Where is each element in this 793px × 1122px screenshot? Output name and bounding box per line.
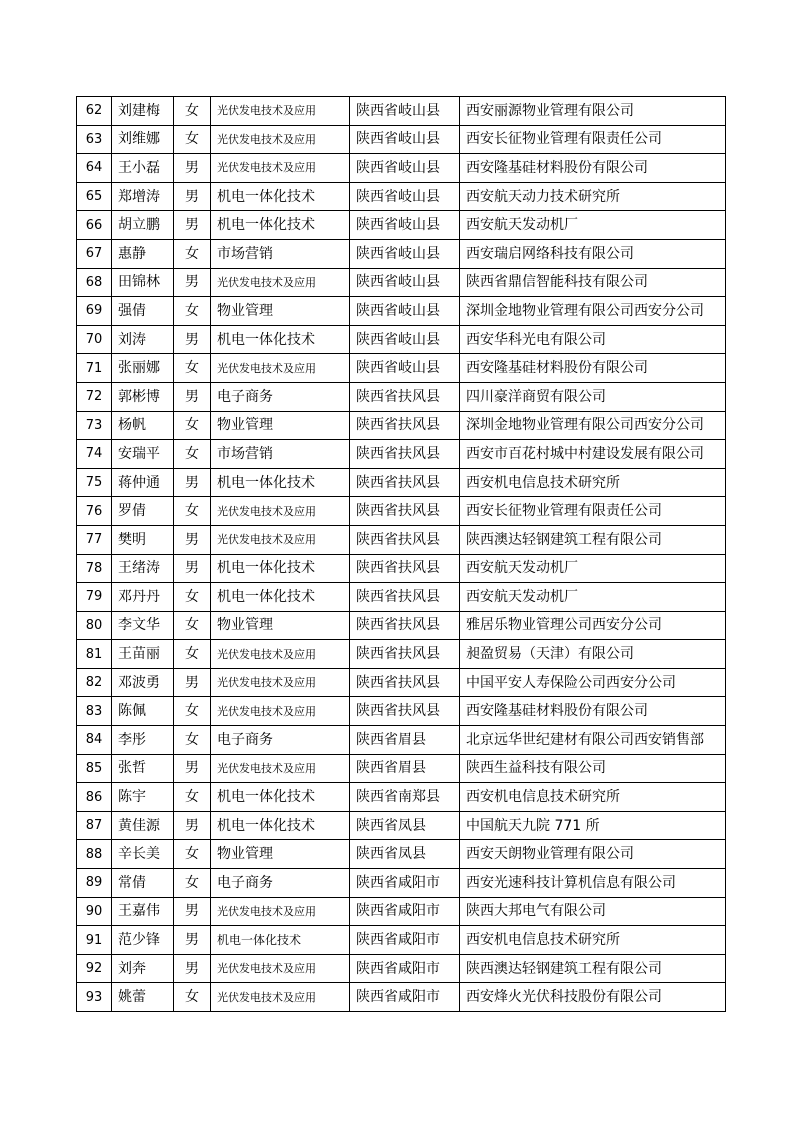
origin-place-cell: 陕西省凤县: [350, 811, 460, 840]
person-name-cell: 辛长美: [112, 840, 174, 869]
origin-place-cell: 陕西省扶风县: [350, 583, 460, 612]
table-row: [77, 783, 726, 812]
origin-place-cell: 陕西省扶风县: [350, 611, 460, 640]
major-cell: 光伏发电技术及应用: [211, 354, 350, 383]
employer-cell: 陕西澳达轻钢建筑工程有限公司: [460, 525, 726, 554]
person-name-cell: 刘维娜: [112, 125, 174, 154]
major-cell: 光伏发电技术及应用: [211, 97, 350, 126]
origin-place-cell: 陕西省扶风县: [350, 440, 460, 469]
origin-place-cell: 陕西省咸阳市: [350, 926, 460, 955]
row-number-cell: 67: [77, 239, 112, 268]
row-number-cell: 82: [77, 668, 112, 697]
table-row: [77, 611, 726, 640]
table-row: [77, 726, 726, 755]
employer-cell: 西安隆基硅材料股份有限公司: [460, 354, 726, 383]
origin-place-cell: 陕西省咸阳市: [350, 954, 460, 983]
employer-cell: 西安丽源物业管理有限公司: [460, 97, 726, 126]
employer-cell: 西安航天动力技术研究所: [460, 182, 726, 211]
employer-cell: 西安长征物业管理有限责任公司: [460, 125, 726, 154]
major-cell: 电子商务: [211, 726, 350, 755]
major-cell: 机电一体化技术: [211, 182, 350, 211]
row-number-cell: 90: [77, 897, 112, 926]
origin-place-cell: 陕西省咸阳市: [350, 897, 460, 926]
table-row: [77, 554, 726, 583]
table-row: [77, 869, 726, 898]
gender-cell: 男: [174, 211, 211, 240]
person-name-cell: 张丽娜: [112, 354, 174, 383]
major-cell: 光伏发电技术及应用: [211, 497, 350, 526]
person-name-cell: 张哲: [112, 754, 174, 783]
row-number-cell: 72: [77, 382, 112, 411]
row-number-cell: 87: [77, 811, 112, 840]
origin-place-cell: 陕西省扶风县: [350, 554, 460, 583]
row-number-cell: 86: [77, 783, 112, 812]
person-name-cell: 李彤: [112, 726, 174, 755]
origin-place-cell: 陕西省扶风县: [350, 668, 460, 697]
table-row: [77, 154, 726, 183]
employer-cell: 四川豪洋商贸有限公司: [460, 382, 726, 411]
employer-cell: 西安长征物业管理有限责任公司: [460, 497, 726, 526]
row-number-cell: 85: [77, 754, 112, 783]
person-name-cell: 陈佩: [112, 697, 174, 726]
employer-cell: 雅居乐物业管理公司西安分公司: [460, 611, 726, 640]
gender-cell: 男: [174, 382, 211, 411]
person-name-cell: 邓丹丹: [112, 583, 174, 612]
major-cell: 物业管理: [211, 411, 350, 440]
row-number-cell: 70: [77, 325, 112, 354]
person-name-cell: 刘奔: [112, 954, 174, 983]
table-row: [77, 811, 726, 840]
person-name-cell: 田锦林: [112, 268, 174, 297]
major-cell: 机电一体化技术: [211, 554, 350, 583]
gender-cell: 男: [174, 268, 211, 297]
person-name-cell: 刘建梅: [112, 97, 174, 126]
gender-cell: 男: [174, 897, 211, 926]
row-number-cell: 83: [77, 697, 112, 726]
row-number-cell: 71: [77, 354, 112, 383]
origin-place-cell: 陕西省岐山县: [350, 325, 460, 354]
gender-cell: 女: [174, 983, 211, 1012]
major-cell: 光伏发电技术及应用: [211, 640, 350, 669]
table-row: [77, 411, 726, 440]
table-row: [77, 382, 726, 411]
gender-cell: 女: [174, 640, 211, 669]
gender-cell: 男: [174, 325, 211, 354]
origin-place-cell: 陕西省岐山县: [350, 354, 460, 383]
major-cell: 机电一体化技术: [211, 783, 350, 812]
major-cell: 机电一体化技术: [211, 811, 350, 840]
origin-place-cell: 陕西省岐山县: [350, 125, 460, 154]
gender-cell: 女: [174, 497, 211, 526]
person-name-cell: 惠静: [112, 239, 174, 268]
person-name-cell: 黄佳源: [112, 811, 174, 840]
gender-cell: 男: [174, 525, 211, 554]
table-row: [77, 239, 726, 268]
row-number-cell: 65: [77, 182, 112, 211]
origin-place-cell: 陕西省凤县: [350, 840, 460, 869]
major-cell: 光伏发电技术及应用: [211, 125, 350, 154]
origin-place-cell: 陕西省扶风县: [350, 497, 460, 526]
gender-cell: 女: [174, 97, 211, 126]
person-name-cell: 常倩: [112, 869, 174, 898]
employer-cell: 西安光速科技计算机信息有限公司: [460, 869, 726, 898]
employer-cell: 西安烽火光伏科技股份有限公司: [460, 983, 726, 1012]
person-name-cell: 刘涛: [112, 325, 174, 354]
table-row: [77, 97, 726, 126]
origin-place-cell: 陕西省扶风县: [350, 382, 460, 411]
origin-place-cell: 陕西省眉县: [350, 726, 460, 755]
person-name-cell: 胡立鹏: [112, 211, 174, 240]
origin-place-cell: 陕西省岐山县: [350, 268, 460, 297]
table-row: [77, 954, 726, 983]
major-cell: 物业管理: [211, 611, 350, 640]
row-number-cell: 89: [77, 869, 112, 898]
row-number-cell: 68: [77, 268, 112, 297]
table-row: [77, 297, 726, 326]
origin-place-cell: 陕西省岐山县: [350, 297, 460, 326]
gender-cell: 男: [174, 926, 211, 955]
major-cell: 机电一体化技术: [211, 583, 350, 612]
gender-cell: 女: [174, 840, 211, 869]
gender-cell: 男: [174, 554, 211, 583]
row-number-cell: 63: [77, 125, 112, 154]
row-number-cell: 91: [77, 926, 112, 955]
person-name-cell: 强倩: [112, 297, 174, 326]
row-number-cell: 93: [77, 983, 112, 1012]
person-name-cell: 郭彬博: [112, 382, 174, 411]
employer-cell: 西安市百花村城中村建设发展有限公司: [460, 440, 726, 469]
employer-cell: 北京远华世纪建材有限公司西安销售部: [460, 726, 726, 755]
origin-place-cell: 陕西省扶风县: [350, 525, 460, 554]
major-cell: 市场营销: [211, 239, 350, 268]
major-cell: 光伏发电技术及应用: [211, 697, 350, 726]
gender-cell: 女: [174, 411, 211, 440]
gender-cell: 男: [174, 754, 211, 783]
row-number-cell: 88: [77, 840, 112, 869]
table-row: [77, 583, 726, 612]
major-cell: 机电一体化技术: [211, 211, 350, 240]
row-number-cell: 77: [77, 525, 112, 554]
table-row: [77, 525, 726, 554]
major-cell: 物业管理: [211, 840, 350, 869]
person-name-cell: 邓波勇: [112, 668, 174, 697]
employer-cell: 西安航天发动机厂: [460, 583, 726, 612]
employer-cell: 西安天朗物业管理有限公司: [460, 840, 726, 869]
origin-place-cell: 陕西省岐山县: [350, 182, 460, 211]
major-cell: 光伏发电技术及应用: [211, 154, 350, 183]
table-row: [77, 983, 726, 1012]
row-number-cell: 81: [77, 640, 112, 669]
row-number-cell: 64: [77, 154, 112, 183]
row-number-cell: 66: [77, 211, 112, 240]
major-cell: 光伏发电技术及应用: [211, 525, 350, 554]
employer-cell: 中国平安人寿保险公司西安分公司: [460, 668, 726, 697]
origin-place-cell: 陕西省眉县: [350, 754, 460, 783]
major-cell: 电子商务: [211, 869, 350, 898]
person-name-cell: 樊明: [112, 525, 174, 554]
origin-place-cell: 陕西省扶风县: [350, 468, 460, 497]
major-cell: 机电一体化技术: [211, 926, 350, 955]
records-table: [76, 96, 726, 1012]
employer-cell: 西安航天发动机厂: [460, 211, 726, 240]
table-row: [77, 926, 726, 955]
origin-place-cell: 陕西省扶风县: [350, 697, 460, 726]
major-cell: 光伏发电技术及应用: [211, 754, 350, 783]
employer-cell: 中国航天九院 771 所: [460, 811, 726, 840]
person-name-cell: 罗倩: [112, 497, 174, 526]
major-cell: 光伏发电技术及应用: [211, 268, 350, 297]
records-body: [77, 97, 726, 1012]
person-name-cell: 郑增涛: [112, 182, 174, 211]
table-row: [77, 640, 726, 669]
row-number-cell: 78: [77, 554, 112, 583]
person-name-cell: 李文华: [112, 611, 174, 640]
person-name-cell: 王绪涛: [112, 554, 174, 583]
gender-cell: 女: [174, 440, 211, 469]
gender-cell: 男: [174, 468, 211, 497]
table-row: [77, 668, 726, 697]
gender-cell: 男: [174, 154, 211, 183]
gender-cell: 女: [174, 125, 211, 154]
gender-cell: 女: [174, 297, 211, 326]
origin-place-cell: 陕西省岐山县: [350, 211, 460, 240]
origin-place-cell: 陕西省咸阳市: [350, 983, 460, 1012]
origin-place-cell: 陕西省咸阳市: [350, 869, 460, 898]
table-row: [77, 354, 726, 383]
major-cell: 光伏发电技术及应用: [211, 954, 350, 983]
employer-cell: 西安机电信息技术研究所: [460, 468, 726, 497]
person-name-cell: 王嘉伟: [112, 897, 174, 926]
row-number-cell: 73: [77, 411, 112, 440]
employer-cell: 陕西澳达轻钢建筑工程有限公司: [460, 954, 726, 983]
employer-cell: 西安瑞启网络科技有限公司: [460, 239, 726, 268]
person-name-cell: 陈宇: [112, 783, 174, 812]
gender-cell: 男: [174, 668, 211, 697]
employer-cell: 西安隆基硅材料股份有限公司: [460, 154, 726, 183]
table-row: [77, 325, 726, 354]
row-number-cell: 62: [77, 97, 112, 126]
row-number-cell: 69: [77, 297, 112, 326]
origin-place-cell: 陕西省岐山县: [350, 97, 460, 126]
major-cell: 物业管理: [211, 297, 350, 326]
employer-cell: 西安隆基硅材料股份有限公司: [460, 697, 726, 726]
employer-cell: 陕西省鼎信智能科技有限公司: [460, 268, 726, 297]
employer-cell: 西安华科光电有限公司: [460, 325, 726, 354]
table-row: [77, 840, 726, 869]
origin-place-cell: 陕西省扶风县: [350, 411, 460, 440]
origin-place-cell: 陕西省岐山县: [350, 239, 460, 268]
gender-cell: 男: [174, 954, 211, 983]
row-number-cell: 79: [77, 583, 112, 612]
major-cell: 光伏发电技术及应用: [211, 668, 350, 697]
person-name-cell: 范少锋: [112, 926, 174, 955]
table-row: [77, 125, 726, 154]
gender-cell: 女: [174, 869, 211, 898]
major-cell: 市场营销: [211, 440, 350, 469]
employer-cell: 陕西大邦电气有限公司: [460, 897, 726, 926]
employer-cell: 西安机电信息技术研究所: [460, 926, 726, 955]
gender-cell: 女: [174, 354, 211, 383]
row-number-cell: 74: [77, 440, 112, 469]
gender-cell: 女: [174, 697, 211, 726]
employer-cell: 西安机电信息技术研究所: [460, 783, 726, 812]
major-cell: 机电一体化技术: [211, 325, 350, 354]
table-row: [77, 897, 726, 926]
origin-place-cell: 陕西省岐山县: [350, 154, 460, 183]
row-number-cell: 92: [77, 954, 112, 983]
row-number-cell: 84: [77, 726, 112, 755]
table-row: [77, 211, 726, 240]
gender-cell: 女: [174, 239, 211, 268]
gender-cell: 女: [174, 583, 211, 612]
gender-cell: 男: [174, 182, 211, 211]
employer-cell: 深圳金地物业管理有限公司西安分公司: [460, 411, 726, 440]
row-number-cell: 75: [77, 468, 112, 497]
employer-cell: 深圳金地物业管理有限公司西安分公司: [460, 297, 726, 326]
major-cell: 光伏发电技术及应用: [211, 983, 350, 1012]
employer-cell: 陕西生益科技有限公司: [460, 754, 726, 783]
table-row: [77, 754, 726, 783]
table-row: [77, 440, 726, 469]
gender-cell: 女: [174, 783, 211, 812]
table-row: [77, 268, 726, 297]
row-number-cell: 80: [77, 611, 112, 640]
row-number-cell: 76: [77, 497, 112, 526]
table-row: [77, 182, 726, 211]
person-name-cell: 王小磊: [112, 154, 174, 183]
major-cell: 机电一体化技术: [211, 468, 350, 497]
major-cell: 电子商务: [211, 382, 350, 411]
person-name-cell: 王苗丽: [112, 640, 174, 669]
origin-place-cell: 陕西省扶风县: [350, 640, 460, 669]
table-row: [77, 468, 726, 497]
person-name-cell: 安瑞平: [112, 440, 174, 469]
person-name-cell: 杨帆: [112, 411, 174, 440]
major-cell: 光伏发电技术及应用: [211, 897, 350, 926]
gender-cell: 男: [174, 811, 211, 840]
person-name-cell: 蒋仲通: [112, 468, 174, 497]
gender-cell: 女: [174, 726, 211, 755]
gender-cell: 女: [174, 611, 211, 640]
employer-cell: 昶盈贸易（天津）有限公司: [460, 640, 726, 669]
table-row: [77, 497, 726, 526]
person-name-cell: 姚蕾: [112, 983, 174, 1012]
origin-place-cell: 陕西省南郑县: [350, 783, 460, 812]
table-row: [77, 697, 726, 726]
employer-cell: 西安航天发动机厂: [460, 554, 726, 583]
